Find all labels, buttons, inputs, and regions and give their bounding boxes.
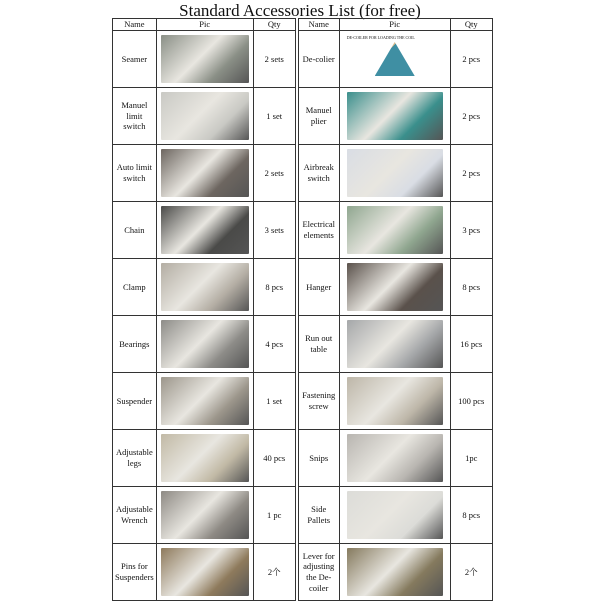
header-pic: Pic [156,19,253,31]
item-qty: 100 pcs [450,373,492,430]
item-qty: 3 sets [253,202,295,259]
item-qty: 2 pcs [450,88,492,145]
accessory-photo [161,377,249,425]
table-row [113,373,493,430]
item-qty: 2 sets [253,31,295,88]
item-qty: 1pc [450,430,492,487]
accessory-photo [161,92,249,140]
accessory-photo [347,92,443,140]
accessory-photo [161,491,249,539]
left-pic-cell [156,544,253,601]
left-pic-cell [156,259,253,316]
accessory-photo [347,491,443,539]
item-name: Lever for adjusting the De-coiler [298,544,339,601]
table-row [113,316,493,373]
item-name: Bearings [113,316,157,373]
item-name: Manuel plier [298,88,339,145]
left-pic-cell [156,31,253,88]
item-qty: 4 pcs [253,316,295,373]
accessory-photo [347,263,443,311]
item-qty: 3 pcs [450,202,492,259]
left-pic-cell [156,145,253,202]
right-pic-cell [339,145,450,202]
item-name: De-colier [298,31,339,88]
right-pic-cell [339,202,450,259]
item-name: Clamp [113,259,157,316]
accessory-photo [161,320,249,368]
item-qty: 8 pcs [253,259,295,316]
right-pic-cell [339,259,450,316]
accessory-photo [161,149,249,197]
item-qty: 1 set [253,88,295,145]
right-pic-cell [339,373,450,430]
item-name: Chain [113,202,157,259]
header-name: Name [113,19,157,31]
item-name: Hanger [298,259,339,316]
decoiler-caption: DE-COILER FOR LOADING THE COIL [346,35,415,40]
item-qty: 8 pcs [450,259,492,316]
right-pic-cell [339,430,450,487]
item-name: Airbreak switch [298,145,339,202]
accessory-photo [161,548,249,596]
item-name: Run out table [298,316,339,373]
item-name: Auto limit switch [113,145,157,202]
table-header-row [113,19,493,31]
header-name-right: Name [298,19,339,31]
item-name: Adjustable Wrench [113,487,157,544]
item-qty: 2个 [253,544,295,601]
left-pic-cell [156,430,253,487]
item-name: Manuel limit switch [113,88,157,145]
left-pic-cell [156,373,253,430]
item-qty: 1 set [253,373,295,430]
item-qty: 2 sets [253,145,295,202]
item-name: Pins for Suspenders [113,544,157,601]
table-row [113,544,493,601]
accessory-photo [347,320,443,368]
accessory-photo [347,434,443,482]
accessory-photo [347,206,443,254]
right-pic-cell [339,487,450,544]
item-qty: 2个 [450,544,492,601]
table-row [113,31,493,88]
accessories-table [112,18,493,601]
accessory-photo [347,377,443,425]
right-pic-cell [339,544,450,601]
item-name: Seamer [113,31,157,88]
right-pic-cell [339,316,450,373]
item-qty: 40 pcs [253,430,295,487]
item-qty: 2 pcs [450,145,492,202]
accessory-photo [161,206,249,254]
header-qty-right: Qty [450,19,492,31]
left-pic-cell [156,88,253,145]
table-row [113,88,493,145]
decoiler-drawing [375,42,415,76]
accessory-photo [347,548,443,596]
accessory-photo [161,263,249,311]
header-pic-right: Pic [339,19,450,31]
left-pic-cell [156,316,253,373]
item-qty: 1 pc [253,487,295,544]
table-row [113,487,493,544]
left-pic-cell [156,487,253,544]
table-row [113,145,493,202]
accessory-photo [161,434,249,482]
item-name: Snips [298,430,339,487]
table-row [113,202,493,259]
accessory-photo [347,149,443,197]
left-pic-cell [156,202,253,259]
right-pic-cell [339,31,450,88]
item-name: Fastening screw [298,373,339,430]
item-qty: 2 pcs [450,31,492,88]
table-row [113,430,493,487]
item-name: Side Pallets [298,487,339,544]
document-title: Standard Accessories List (for free) [179,1,421,20]
item-name: Adjustable legs [113,430,157,487]
table-row [113,259,493,316]
item-name: Suspender [113,373,157,430]
header-qty: Qty [253,19,295,31]
accessory-photo [161,35,249,83]
accessory-photo [347,35,443,83]
right-pic-cell [339,88,450,145]
item-qty: 16 pcs [450,316,492,373]
item-qty: 8 pcs [450,487,492,544]
item-name: Electrical elements [298,202,339,259]
